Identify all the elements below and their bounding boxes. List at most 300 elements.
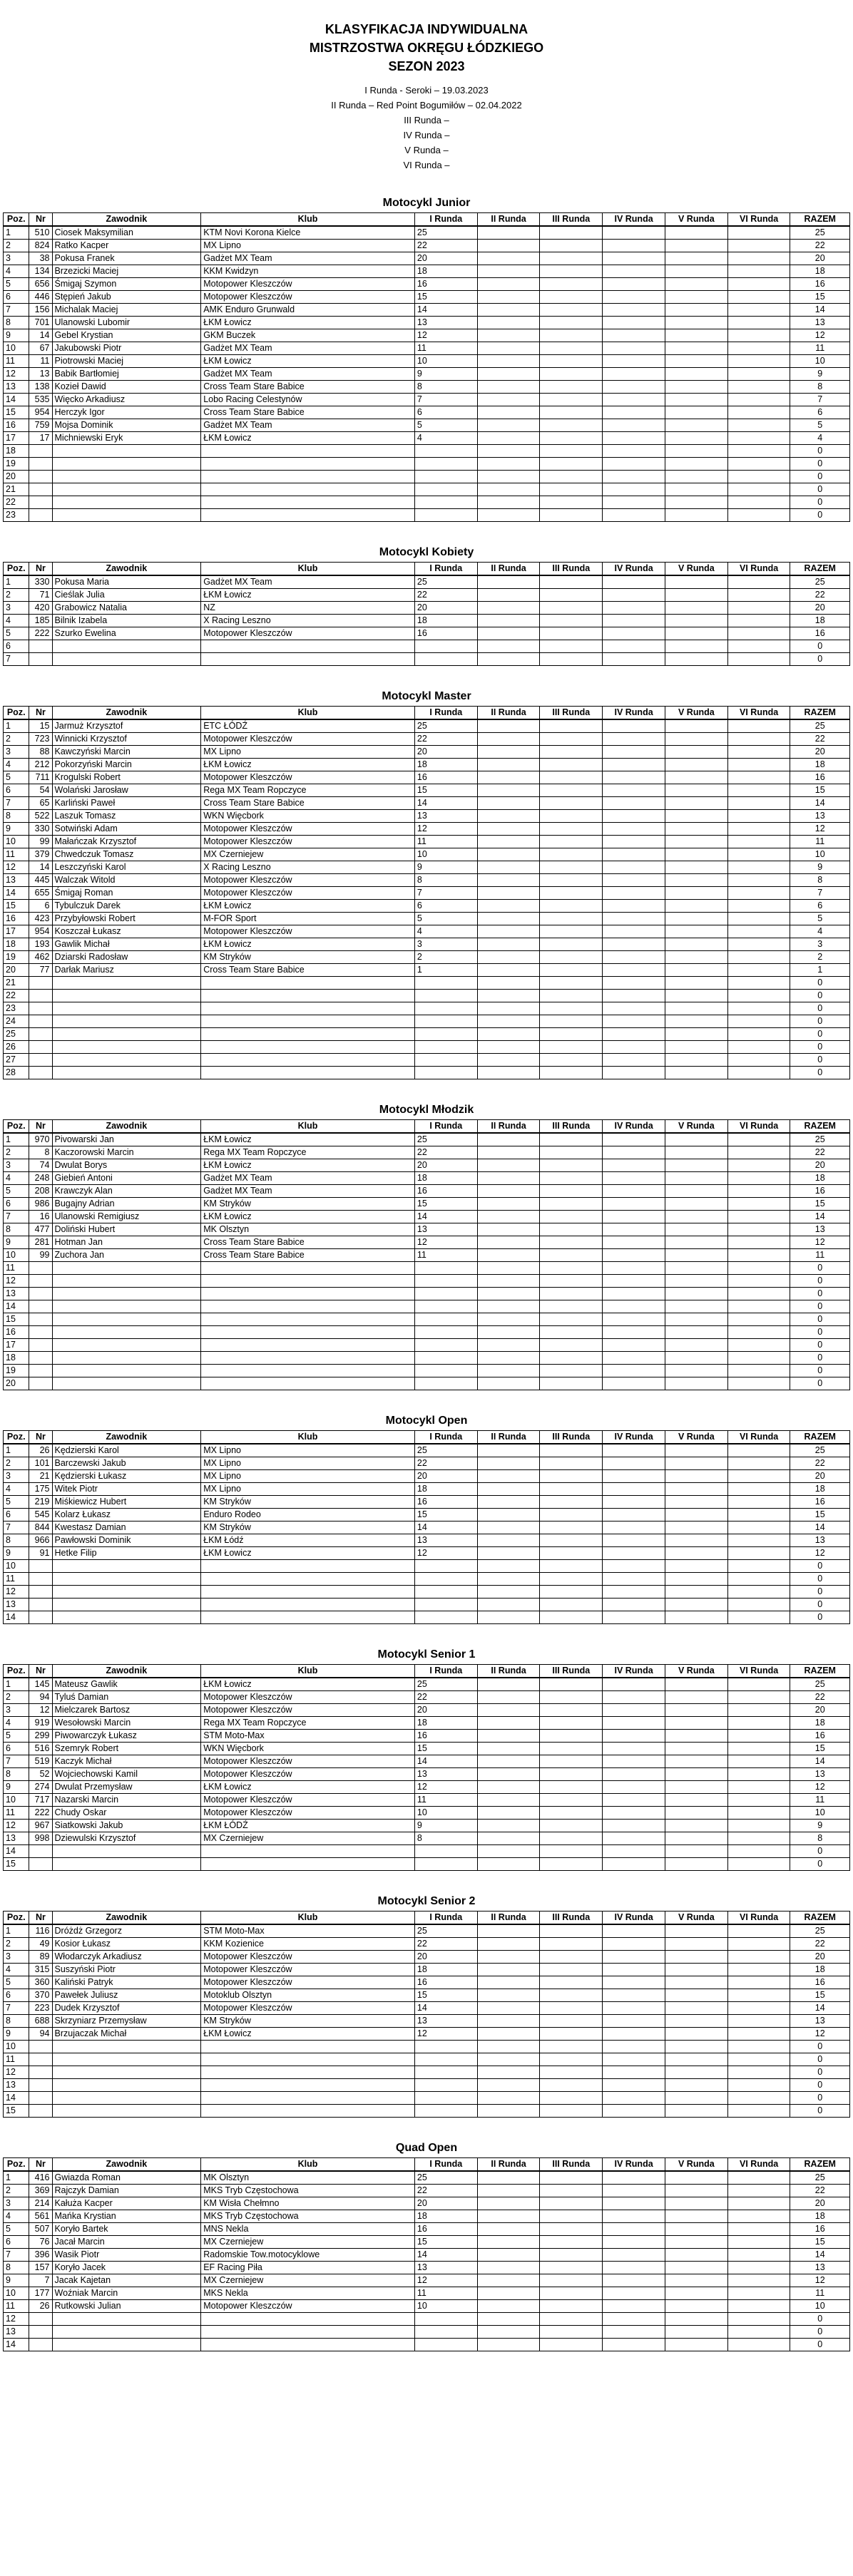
cell-round-2 xyxy=(477,1924,540,1938)
cell-rider: Kaliński Patryk xyxy=(52,1976,201,1989)
cell-number xyxy=(29,445,52,458)
cell-round-6 xyxy=(727,1015,790,1028)
cell-round-1: 12 xyxy=(414,2028,477,2041)
cell-position: 5 xyxy=(4,1976,29,1989)
cell-rider: Herczyk Igor xyxy=(52,406,201,419)
cell-round-3 xyxy=(540,1807,603,1820)
cell-club xyxy=(201,1054,415,1067)
cell-round-6 xyxy=(727,938,790,951)
cell-club xyxy=(201,2041,415,2053)
cell-rider xyxy=(52,2339,201,2351)
cell-round-6 xyxy=(727,394,790,406)
table-row xyxy=(4,1054,850,1067)
table-row xyxy=(4,1159,850,1172)
cell-rider xyxy=(52,2053,201,2066)
cell-round-4 xyxy=(603,2105,665,2118)
cell-number: 156 xyxy=(29,304,52,317)
cell-number xyxy=(29,2079,52,2092)
section-block xyxy=(0,195,853,522)
cell-rider: Ulanowski Lubomir xyxy=(52,317,201,329)
cell-club: Cross Team Stare Babice xyxy=(201,381,415,394)
cell-round-5 xyxy=(665,2287,727,2300)
cell-round-3 xyxy=(540,1976,603,1989)
cell-number xyxy=(29,1054,52,1067)
cell-round-6 xyxy=(727,1275,790,1288)
cell-rider xyxy=(52,1262,201,1275)
cell-round-2 xyxy=(477,304,540,317)
cell-rider: Skrzyniarz Przemysław xyxy=(52,2015,201,2028)
cell-round-4 xyxy=(603,2028,665,2041)
cell-number xyxy=(29,1326,52,1339)
cell-club xyxy=(201,2105,415,2118)
cell-number xyxy=(29,1015,52,1028)
cell-round-6 xyxy=(727,1352,790,1365)
cell-rider: Gwiazda Roman xyxy=(52,2171,201,2185)
cell-round-5 xyxy=(665,2105,727,2118)
table-row xyxy=(4,1185,850,1198)
cell-round-5 xyxy=(665,1951,727,1964)
cell-round-5 xyxy=(665,2002,727,2015)
cell-rider xyxy=(52,653,201,666)
cell-club: Motopower Kleszczów xyxy=(201,1807,415,1820)
cell-round-2 xyxy=(477,355,540,368)
table-row xyxy=(4,458,850,471)
cell-rider: Karliński Paweł xyxy=(52,797,201,810)
cell-total: 14 xyxy=(790,1755,850,1768)
cell-round-6 xyxy=(727,1858,790,1871)
cell-number xyxy=(29,471,52,483)
cell-club: Motopower Kleszczów xyxy=(201,874,415,887)
cell-position: 7 xyxy=(4,653,29,666)
cell-round-2 xyxy=(477,589,540,602)
table-row xyxy=(4,509,850,522)
cell-round-2 xyxy=(477,458,540,471)
cell-rider: Dziewulski Krzysztof xyxy=(52,1832,201,1845)
cell-rider: Małańczak Krzysztof xyxy=(52,836,201,848)
column-header-round-1: I Runda xyxy=(414,707,477,720)
cell-total: 0 xyxy=(790,1560,850,1573)
cell-club xyxy=(201,445,415,458)
cell-position: 6 xyxy=(4,291,29,304)
cell-position: 12 xyxy=(4,2313,29,2326)
cell-round-5 xyxy=(665,240,727,252)
cell-rider: Zuchora Jan xyxy=(52,1249,201,1262)
cell-position: 16 xyxy=(4,913,29,925)
cell-round-3 xyxy=(540,445,603,458)
cell-round-5 xyxy=(665,1352,727,1365)
cell-round-6 xyxy=(727,2274,790,2287)
section-block xyxy=(0,1647,853,1871)
cell-round-4 xyxy=(603,355,665,368)
cell-position: 2 xyxy=(4,1146,29,1159)
cell-round-6 xyxy=(727,240,790,252)
cell-total: 13 xyxy=(790,317,850,329)
column-header-round-2: II Runda xyxy=(477,1912,540,1925)
cell-round-6 xyxy=(727,1730,790,1743)
cell-round-3 xyxy=(540,381,603,394)
cell-position: 8 xyxy=(4,1223,29,1236)
cell-round-5 xyxy=(665,304,727,317)
cell-total: 16 xyxy=(790,1976,850,1989)
cell-position: 20 xyxy=(4,964,29,977)
cell-total: 14 xyxy=(790,2249,850,2262)
cell-rider: Hetke Filip xyxy=(52,1547,201,1560)
column-header-rider: Zawodnik xyxy=(52,1120,201,1134)
cell-round-4 xyxy=(603,496,665,509)
cell-position: 8 xyxy=(4,2015,29,2028)
cell-round-1 xyxy=(414,2079,477,2092)
cell-round-3 xyxy=(540,1768,603,1781)
cell-round-3 xyxy=(540,1743,603,1755)
cell-number: 14 xyxy=(29,329,52,342)
cell-round-5 xyxy=(665,1313,727,1326)
cell-round-3 xyxy=(540,1352,603,1365)
cell-total: 18 xyxy=(790,1172,850,1185)
cell-round-1: 10 xyxy=(414,1807,477,1820)
section-title: Motocykl Senior 2 xyxy=(377,1895,476,1907)
cell-round-4 xyxy=(603,1236,665,1249)
table-row xyxy=(4,771,850,784)
cell-round-2 xyxy=(477,913,540,925)
cell-club: MX Lipno xyxy=(201,1483,415,1496)
cell-position: 7 xyxy=(4,1211,29,1223)
cell-round-3 xyxy=(540,496,603,509)
table-row xyxy=(4,2171,850,2185)
cell-total: 0 xyxy=(790,1054,850,1067)
cell-round-4 xyxy=(603,823,665,836)
cell-round-1: 13 xyxy=(414,317,477,329)
cell-round-3 xyxy=(540,2171,603,2185)
cell-round-1 xyxy=(414,1365,477,1377)
cell-round-5 xyxy=(665,1198,727,1211)
cell-round-2 xyxy=(477,1249,540,1262)
cell-round-5 xyxy=(665,1496,727,1509)
cell-position: 1 xyxy=(4,1678,29,1691)
cell-total: 22 xyxy=(790,1691,850,1704)
cell-total: 11 xyxy=(790,1794,850,1807)
cell-club xyxy=(201,458,415,471)
section-block xyxy=(0,545,853,666)
cell-round-4 xyxy=(603,2236,665,2249)
cell-round-3 xyxy=(540,771,603,784)
cell-number: 330 xyxy=(29,575,52,589)
cell-number: 248 xyxy=(29,1172,52,1185)
cell-number: 522 xyxy=(29,810,52,823)
cell-round-2 xyxy=(477,329,540,342)
cell-club: KM Wisła Chełmno xyxy=(201,2197,415,2210)
cell-round-2 xyxy=(477,2015,540,2028)
cell-round-1: 22 xyxy=(414,1938,477,1951)
cell-round-6 xyxy=(727,1989,790,2002)
column-header-number: Nr xyxy=(29,1665,52,1678)
cell-round-3 xyxy=(540,900,603,913)
cell-round-6 xyxy=(727,602,790,615)
cell-round-3 xyxy=(540,1678,603,1691)
cell-position: 16 xyxy=(4,1326,29,1339)
cell-round-4 xyxy=(603,913,665,925)
cell-round-1 xyxy=(414,2326,477,2339)
table-row xyxy=(4,2274,850,2287)
cell-round-5 xyxy=(665,1858,727,1871)
cell-round-6 xyxy=(727,759,790,771)
cell-round-6 xyxy=(727,406,790,419)
cell-round-3 xyxy=(540,1547,603,1560)
cell-club: ŁKM Łowicz xyxy=(201,589,415,602)
cell-round-6 xyxy=(727,329,790,342)
table-row xyxy=(4,1794,850,1807)
cell-round-1 xyxy=(414,2092,477,2105)
cell-rider: Winnicki Krzysztof xyxy=(52,733,201,746)
cell-number: 219 xyxy=(29,1496,52,1509)
table-row xyxy=(4,381,850,394)
cell-rider xyxy=(52,496,201,509)
cell-total: 18 xyxy=(790,2210,850,2223)
cell-position: 2 xyxy=(4,1938,29,1951)
cell-round-1: 15 xyxy=(414,1989,477,2002)
cell-number: 519 xyxy=(29,1755,52,1768)
cell-number: 14 xyxy=(29,861,52,874)
cell-round-3 xyxy=(540,1326,603,1339)
cell-club: Motopower Kleszczów xyxy=(201,1768,415,1781)
cell-number xyxy=(29,640,52,653)
cell-club xyxy=(201,1352,415,1365)
cell-round-1 xyxy=(414,2066,477,2079)
cell-number: 416 xyxy=(29,2171,52,2185)
cell-position: 22 xyxy=(4,990,29,1002)
cell-round-4 xyxy=(603,2326,665,2339)
cell-total: 0 xyxy=(790,2041,850,2053)
cell-round-4 xyxy=(603,2300,665,2313)
cell-round-6 xyxy=(727,913,790,925)
cell-position: 3 xyxy=(4,1159,29,1172)
cell-round-3 xyxy=(540,240,603,252)
cell-round-6 xyxy=(727,2223,790,2236)
cell-club: MKS Tryb Częstochowa xyxy=(201,2210,415,2223)
cell-position: 8 xyxy=(4,1534,29,1547)
cell-total: 20 xyxy=(790,252,850,265)
cell-round-4 xyxy=(603,1938,665,1951)
cell-round-4 xyxy=(603,810,665,823)
cell-number: 26 xyxy=(29,2300,52,2313)
cell-round-3 xyxy=(540,483,603,496)
cell-round-6 xyxy=(727,1781,790,1794)
cell-round-2 xyxy=(477,1938,540,1951)
cell-round-3 xyxy=(540,575,603,589)
table-row xyxy=(4,2092,850,2105)
cell-number xyxy=(29,653,52,666)
cell-number: 76 xyxy=(29,2236,52,2249)
cell-total: 5 xyxy=(790,913,850,925)
cell-total: 0 xyxy=(790,2066,850,2079)
cell-position: 5 xyxy=(4,1496,29,1509)
cell-round-5 xyxy=(665,406,727,419)
column-header-round-1: I Runda xyxy=(414,1912,477,1925)
cell-position: 6 xyxy=(4,1198,29,1211)
cell-total: 0 xyxy=(790,2092,850,2105)
round-line: V Runda – xyxy=(404,145,449,155)
cell-round-6 xyxy=(727,1339,790,1352)
cell-round-2 xyxy=(477,1509,540,1522)
cell-round-3 xyxy=(540,2262,603,2274)
cell-round-1 xyxy=(414,483,477,496)
cell-club: Motopower Kleszczów xyxy=(201,925,415,938)
cell-position: 2 xyxy=(4,589,29,602)
cell-number: 223 xyxy=(29,2002,52,2015)
column-header-rider: Zawodnik xyxy=(52,563,201,576)
cell-round-5 xyxy=(665,265,727,278)
cell-round-3 xyxy=(540,1198,603,1211)
cell-rider: Jacał Marcin xyxy=(52,2236,201,2249)
cell-round-5 xyxy=(665,355,727,368)
round-line: II Runda – Red Point Bogumiłów – 02.04.2022 xyxy=(331,100,522,111)
table-header-row xyxy=(4,1912,850,1925)
cell-round-5 xyxy=(665,1522,727,1534)
column-header-round-1: I Runda xyxy=(414,1665,477,1678)
cell-round-1 xyxy=(414,458,477,471)
cell-round-3 xyxy=(540,1377,603,1390)
cell-round-6 xyxy=(727,1067,790,1079)
cell-round-3 xyxy=(540,1534,603,1547)
cell-rider: Kaczorowski Marcin xyxy=(52,1146,201,1159)
cell-round-5 xyxy=(665,2300,727,2313)
cell-round-1: 25 xyxy=(414,575,477,589)
cell-position: 18 xyxy=(4,445,29,458)
cell-round-3 xyxy=(540,836,603,848)
cell-round-1: 7 xyxy=(414,887,477,900)
cell-round-6 xyxy=(727,640,790,653)
cell-total: 0 xyxy=(790,640,850,653)
table-row xyxy=(4,1249,850,1262)
cell-position: 8 xyxy=(4,317,29,329)
cell-position: 1 xyxy=(4,1444,29,1457)
cell-number: 446 xyxy=(29,291,52,304)
column-header-round-4: IV Runda xyxy=(603,1665,665,1678)
cell-round-1: 15 xyxy=(414,1509,477,1522)
cell-round-4 xyxy=(603,1845,665,1858)
cell-round-3 xyxy=(540,2066,603,2079)
cell-round-4 xyxy=(603,861,665,874)
cell-number xyxy=(29,1611,52,1624)
cell-round-1: 22 xyxy=(414,589,477,602)
cell-number: 970 xyxy=(29,1133,52,1146)
column-header-club: Klub xyxy=(201,1431,415,1444)
cell-round-2 xyxy=(477,1794,540,1807)
cell-round-1 xyxy=(414,1313,477,1326)
cell-number: 545 xyxy=(29,1509,52,1522)
cell-round-5 xyxy=(665,1223,727,1236)
cell-round-6 xyxy=(727,1054,790,1067)
cell-round-4 xyxy=(603,1067,665,1079)
cell-round-4 xyxy=(603,640,665,653)
cell-number: 214 xyxy=(29,2197,52,2210)
cell-round-4 xyxy=(603,483,665,496)
cell-round-3 xyxy=(540,2236,603,2249)
cell-position: 14 xyxy=(4,2092,29,2105)
cell-round-3 xyxy=(540,746,603,759)
cell-position: 3 xyxy=(4,252,29,265)
cell-round-4 xyxy=(603,381,665,394)
cell-round-3 xyxy=(540,2028,603,2041)
cell-total: 10 xyxy=(790,2300,850,2313)
cell-position: 9 xyxy=(4,1547,29,1560)
cell-round-3 xyxy=(540,2105,603,2118)
cell-position: 9 xyxy=(4,1236,29,1249)
section-title: Motocykl Junior xyxy=(382,197,471,209)
cell-total: 0 xyxy=(790,990,850,1002)
cell-club: ŁKM Łowicz xyxy=(201,432,415,445)
cell-position: 5 xyxy=(4,1730,29,1743)
cell-club: Motopower Kleszczów xyxy=(201,1794,415,1807)
table-row xyxy=(4,719,850,733)
column-header-round-1: I Runda xyxy=(414,213,477,227)
cell-club: ŁKM Łowicz xyxy=(201,759,415,771)
cell-position: 5 xyxy=(4,2223,29,2236)
column-header-round-2: II Runda xyxy=(477,1120,540,1134)
cell-round-6 xyxy=(727,861,790,874)
cell-round-1: 12 xyxy=(414,1547,477,1560)
column-header-round-4: IV Runda xyxy=(603,1120,665,1134)
cell-round-2 xyxy=(477,900,540,913)
cell-position: 24 xyxy=(4,1015,29,1028)
cell-round-5 xyxy=(665,1730,727,1743)
cell-club xyxy=(201,1599,415,1611)
table-row xyxy=(4,2185,850,2197)
cell-total: 22 xyxy=(790,2185,850,2197)
cell-round-4 xyxy=(603,2079,665,2092)
cell-round-4 xyxy=(603,265,665,278)
cell-total: 13 xyxy=(790,810,850,823)
cell-round-1: 12 xyxy=(414,329,477,342)
cell-club: Gadżet MX Team xyxy=(201,252,415,265)
cell-number xyxy=(29,1041,52,1054)
cell-round-3 xyxy=(540,1159,603,1172)
cell-number: 717 xyxy=(29,1794,52,1807)
cell-round-3 xyxy=(540,1509,603,1522)
cell-position: 17 xyxy=(4,1339,29,1352)
cell-total: 8 xyxy=(790,1832,850,1845)
cell-round-6 xyxy=(727,1326,790,1339)
cell-club xyxy=(201,1262,415,1275)
cell-round-1: 9 xyxy=(414,1820,477,1832)
cell-club xyxy=(201,2339,415,2351)
cell-position: 15 xyxy=(4,900,29,913)
cell-round-2 xyxy=(477,2313,540,2326)
cell-round-6 xyxy=(727,1547,790,1560)
cell-round-6 xyxy=(727,1768,790,1781)
cell-total: 16 xyxy=(790,278,850,291)
cell-round-6 xyxy=(727,1002,790,1015)
cell-position: 4 xyxy=(4,759,29,771)
cell-round-2 xyxy=(477,1185,540,1198)
table-row xyxy=(4,1015,850,1028)
cell-round-3 xyxy=(540,2249,603,2262)
cell-round-4 xyxy=(603,1509,665,1522)
cell-club: MX Czerniejew xyxy=(201,848,415,861)
cell-round-1 xyxy=(414,1015,477,1028)
cell-number: 535 xyxy=(29,394,52,406)
cell-club: Rega MX Team Ropczyce xyxy=(201,784,415,797)
cell-rider: Szurko Ewelina xyxy=(52,627,201,640)
cell-rider: Kolarz Łukasz xyxy=(52,1509,201,1522)
cell-total: 16 xyxy=(790,2223,850,2236)
cell-round-4 xyxy=(603,252,665,265)
cell-round-3 xyxy=(540,2185,603,2197)
cell-round-4 xyxy=(603,1015,665,1028)
cell-total: 25 xyxy=(790,2171,850,2185)
cell-round-4 xyxy=(603,2092,665,2105)
column-header-round-4: IV Runda xyxy=(603,213,665,227)
cell-club: Lobo Racing Celestynów xyxy=(201,394,415,406)
